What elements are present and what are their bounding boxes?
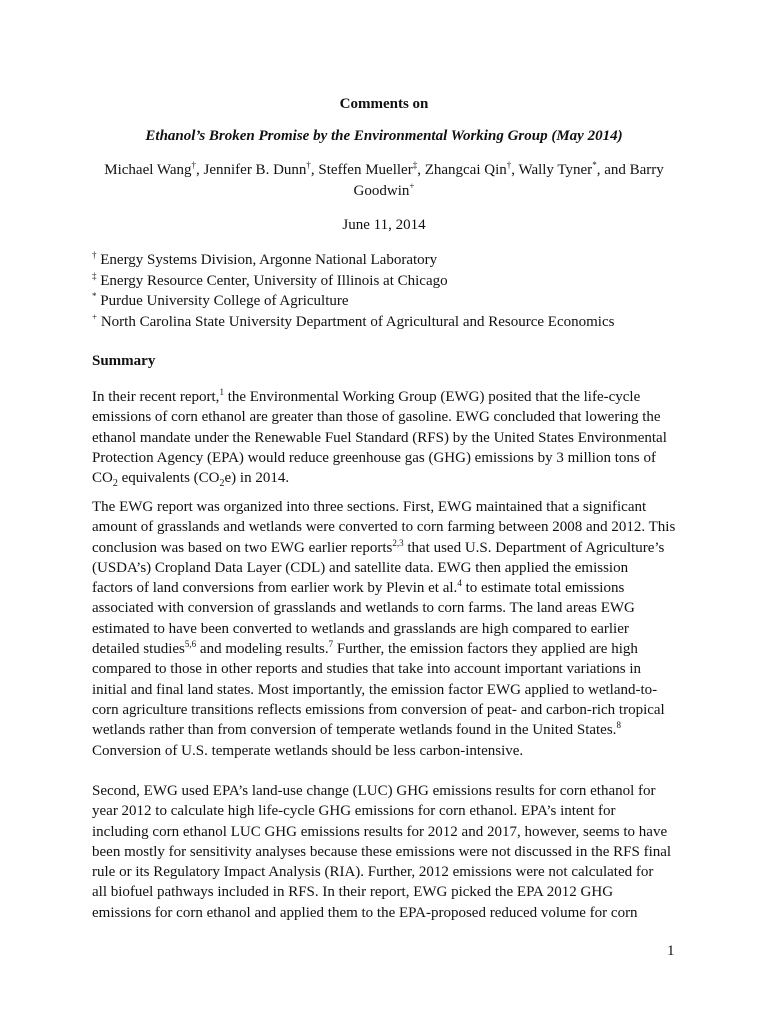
text-line: estimated to have been converted to wetlands and grasslands are high compared to earlier — [92, 620, 629, 637]
text-line: associated with conversion of grasslands and wetlands to corn farms. The land areas EWG — [92, 600, 635, 617]
paragraph-second-point — [92, 781, 682, 923]
affiliation-item — [92, 250, 692, 271]
author-sep: , — [196, 162, 204, 178]
text-line: all biofuel pathways included in RFS. In their report, EWG picked the EPA 2012 GHG — [92, 884, 614, 901]
text-run: equivalents (CO — [117, 470, 220, 487]
text-line: Second, EWG used EPA’s land-use change (LUC) GHG emissions results for corn ethanol for — [92, 783, 656, 799]
text-line: corn agriculture transitions reflects emissions from conversion of peat- and carbon-rich tropical — [92, 701, 665, 718]
footnote-ref[interactable]: 4 — [457, 578, 462, 589]
affiliation-text: Purdue University College of Agriculture — [100, 293, 349, 309]
text-run: conclusion was based on two EWG earlier reports — [92, 539, 393, 556]
affiliation-item — [92, 271, 692, 292]
text-run: CO — [92, 470, 113, 487]
author-sep: , — [417, 162, 425, 178]
author-list — [92, 160, 676, 202]
text-run: the Environmental Working Group (EWG) posited that the life-cycle — [223, 389, 641, 405]
report-subtitle: Ethanol’s Broken Promise by the Environmental Working Group (May 2014) — [145, 128, 623, 144]
text-line: Conversion of U.S. temperate wetlands should be less carbon-intensive. — [92, 742, 524, 759]
author-name: Wally Tyner — [518, 162, 593, 178]
document-date: June 11, 2014 — [342, 217, 426, 233]
section-heading-summary: Summary — [92, 353, 156, 369]
affiliation-mark: † — [92, 250, 97, 260]
footnote-ref[interactable]: 8 — [616, 720, 621, 731]
paragraph-intro — [92, 387, 682, 488]
affiliation-list — [92, 250, 692, 332]
text-line: (USDA’s) Cropland Data Layer (CDL) and satellite data. EWG then applied the emission — [92, 559, 629, 576]
paragraph-sections — [92, 497, 682, 761]
text-line: ethanol mandate under the Renewable Fuel Standard (RFS) by the United States Environmental — [92, 429, 667, 446]
text-line: amount of grasslands and wetlands were converted to corn farming between 2008 and 2012. This — [92, 519, 676, 536]
author-name: Zhangcai Qin — [424, 162, 507, 178]
footnote-ref[interactable]: 2,3 — [392, 537, 404, 548]
page-number: 1 — [667, 943, 675, 959]
author-mark: ‡ — [412, 160, 418, 170]
text-line: including corn ethanol LUC GHG emissions results for 2012 and 2017, however, seems to have — [92, 823, 668, 840]
text-line — [92, 639, 682, 659]
text-line — [92, 387, 682, 407]
author-name: Michael Wang — [104, 162, 192, 178]
text-line: The EWG report was organized into three sections. First, EWG maintained that a significant — [92, 499, 647, 515]
subscript: 2 — [219, 478, 225, 490]
text-line: year 2012 to calculate high life-cycle GHG emissions for corn ethanol. EPA’s intent for — [92, 803, 616, 820]
text-run: to estimate total emissions — [461, 580, 625, 597]
affiliation-text: North Carolina State University Department of Agricultural and Resource Economics — [100, 313, 615, 330]
author-sep: , — [511, 162, 519, 178]
text-line: initial and final land states. Most importantly, the emission factor EWG applied to wetland-to- — [92, 681, 658, 698]
author-mark: * — [592, 160, 597, 170]
text-line: been mostly for sensitivity analyses because these emissions were not discussed in the RFS final — [92, 843, 672, 860]
author-name: Jennifer B. Dunn — [203, 162, 307, 178]
affiliation-text: Energy Systems Division, Argonne National Laboratory — [100, 252, 438, 268]
text-line: rule or its Regulatory Impact Analysis (RIA). Further, 2012 emissions were not calculated for — [92, 864, 654, 881]
affiliation-mark: * — [92, 291, 97, 301]
affiliation-mark: + — [92, 311, 98, 322]
affiliation-item — [92, 291, 692, 312]
affiliation-text: Energy Resource Center, University of Illinois at Chicago — [100, 272, 448, 289]
affiliation-item — [92, 312, 692, 333]
text-line: compared to those in other reports and studies that take into account important variations in — [92, 661, 642, 678]
author-mark: † — [191, 160, 196, 170]
author-sep: , — [310, 162, 319, 178]
subscript: 2 — [112, 478, 118, 490]
text-line — [92, 468, 682, 488]
text-run: and modeling results. — [196, 641, 329, 658]
text-run: wetlands rather than from conversion of temperate wetlands found in the United States. — [92, 722, 617, 739]
author-name: Steffen Mueller — [318, 162, 413, 178]
footnote-ref[interactable]: 5,6 — [184, 639, 197, 650]
text-line — [92, 578, 682, 598]
text-line: emissions of corn ethanol are greater than those of gasoline. EWG concluded that lowering the — [92, 409, 661, 426]
text-run: Further, the emission factors they applied are high — [333, 641, 638, 658]
text-run: detailed studies — [92, 641, 185, 658]
text-line — [92, 538, 682, 558]
author-mark: † — [506, 160, 512, 170]
footnote-ref[interactable]: 1 — [219, 387, 224, 397]
text-line — [92, 720, 682, 740]
text-line: Protection Agency (EPA) would reduce greenhouse gas (GHG) emissions by 3 million tons of — [92, 449, 656, 466]
text-run: factors of land conversions from earlier work by Plevin et al. — [92, 580, 458, 597]
text-run: that used U.S. Department of Agriculture’s — [403, 539, 665, 556]
affiliation-mark: ‡ — [92, 270, 97, 281]
author-mark: † — [306, 160, 311, 170]
author-mark: + — [409, 181, 415, 191]
author-sep: , and Barry — [596, 162, 664, 178]
footnote-ref[interactable]: 7 — [328, 639, 334, 650]
text-run: In their recent report, — [92, 389, 220, 405]
page-title: Comments on — [339, 96, 429, 112]
text-run: e) in 2014. — [224, 470, 290, 487]
text-line: emissions for corn ethanol and applied them to the EPA-proposed reduced volume for corn — [92, 904, 638, 921]
author-name: Goodwin — [353, 183, 410, 199]
